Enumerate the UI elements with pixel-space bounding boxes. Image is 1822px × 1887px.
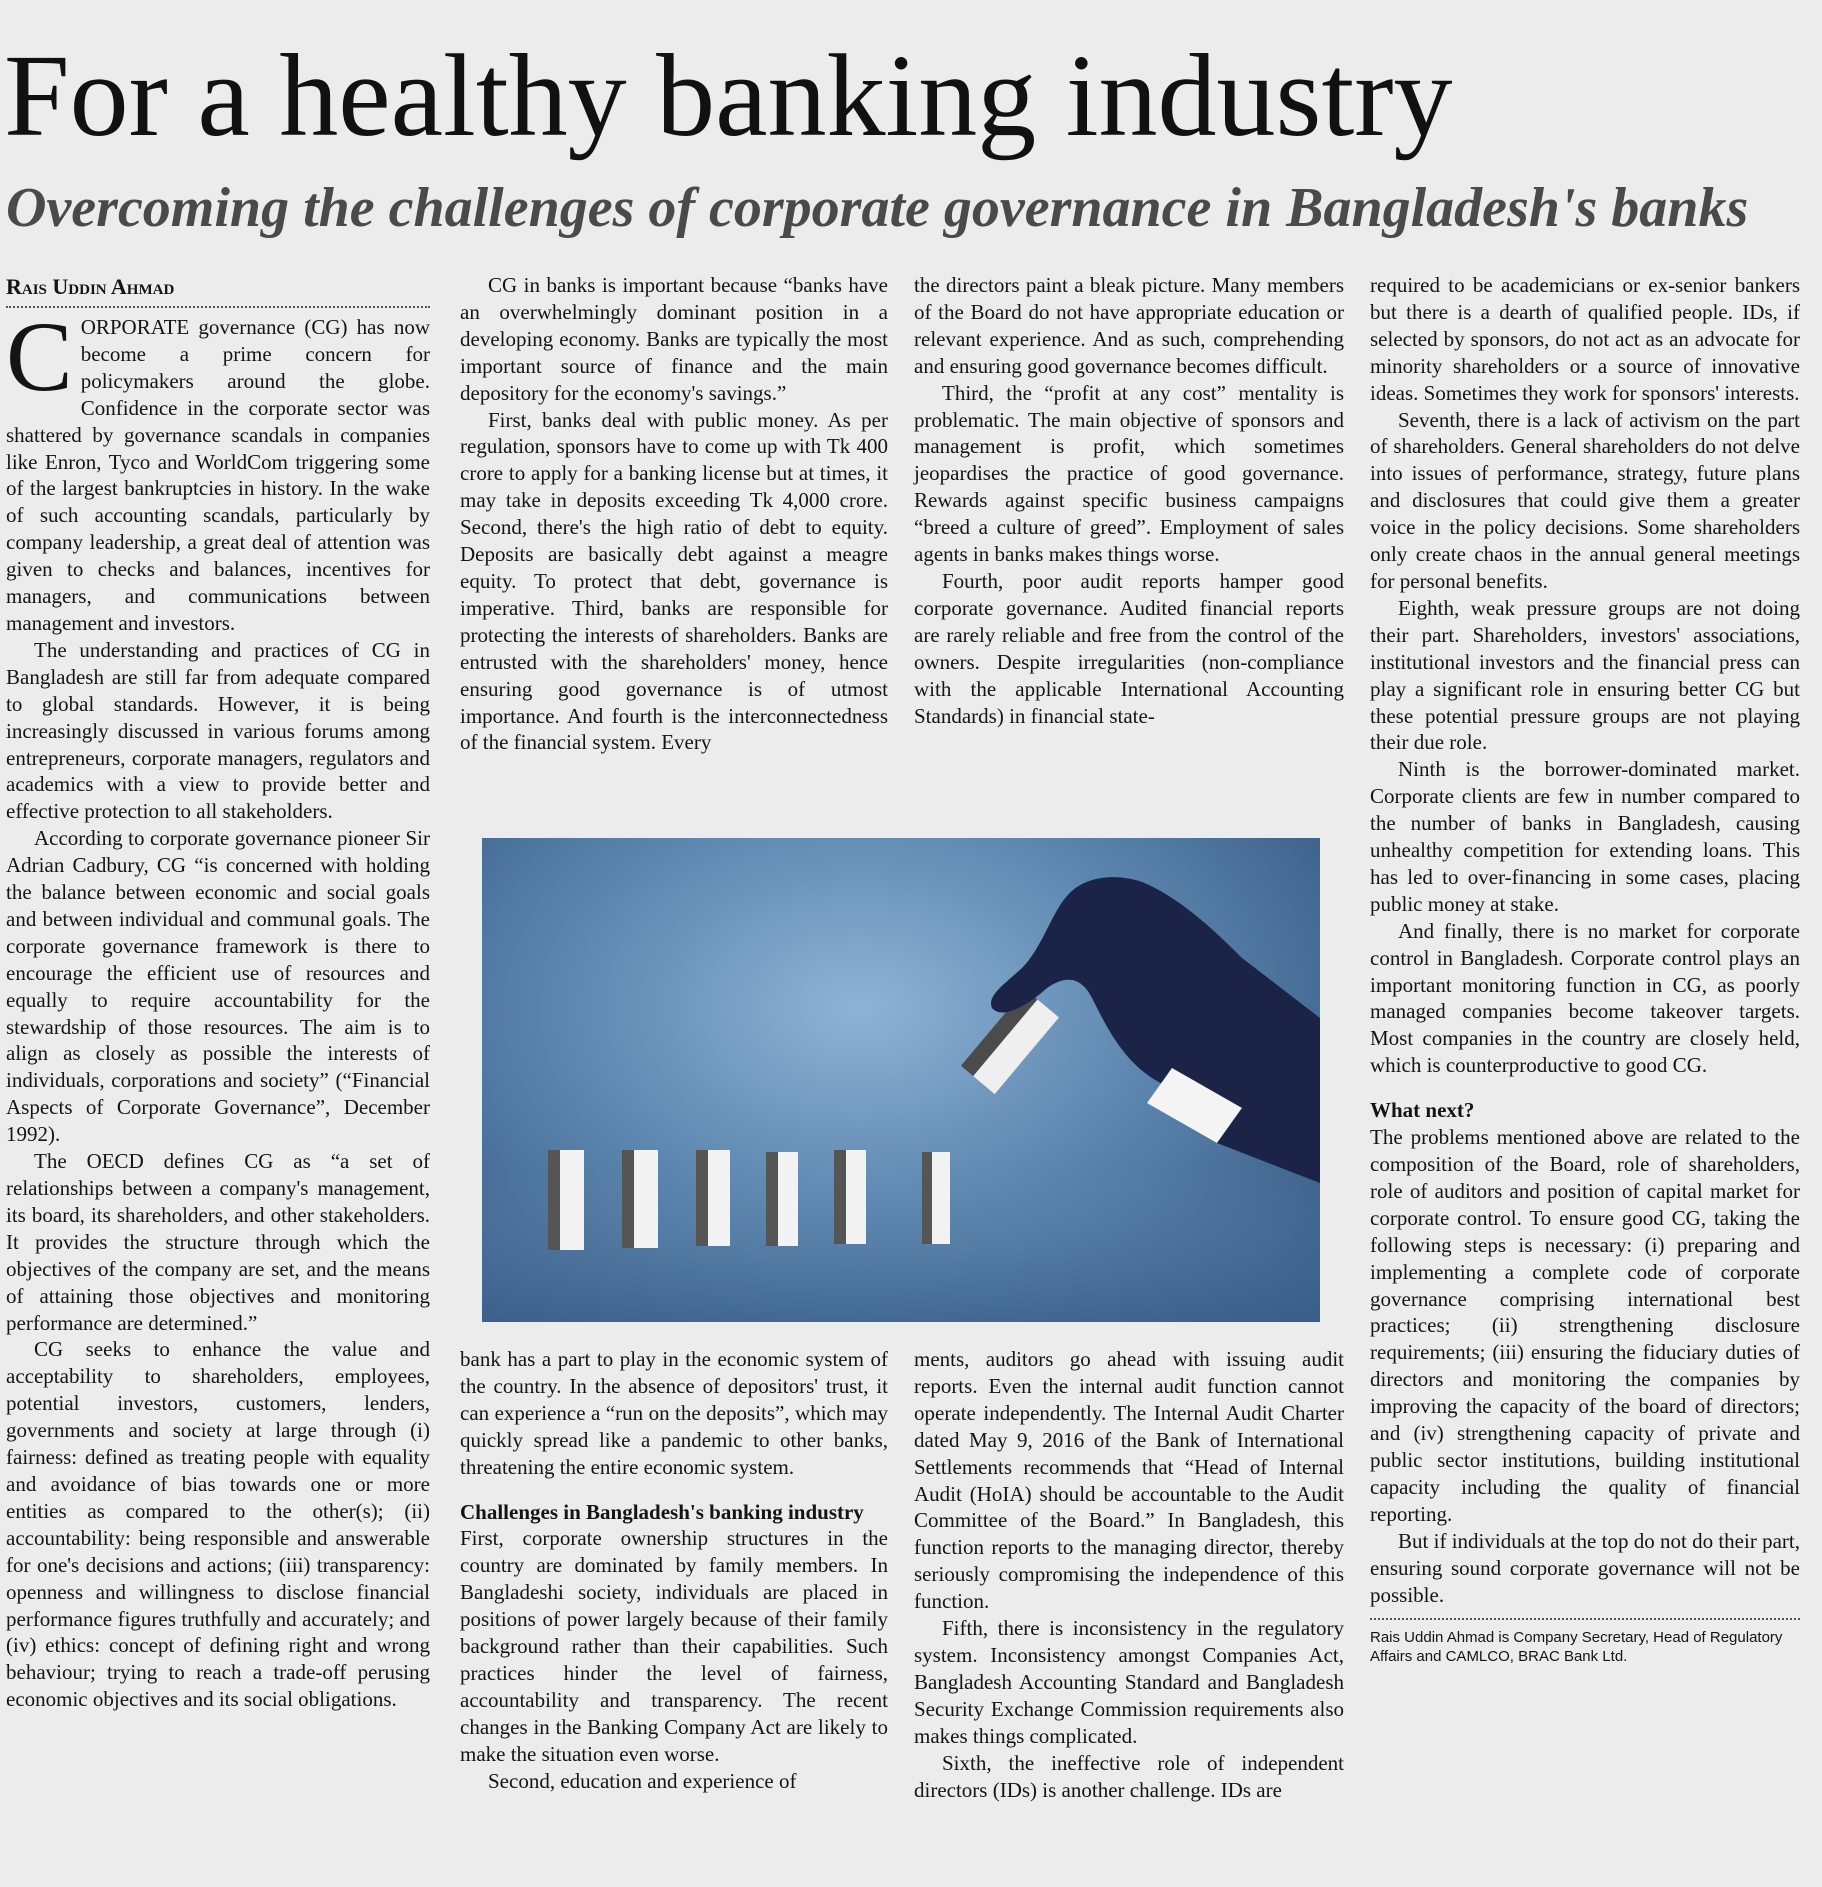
column-3-bottom	[914, 1346, 1344, 1803]
paragraph: The problems mentioned above are related to the composition of the Board, role of shareholders, role of auditors and position of capital market for corporate control. To ensure good CG, taking the following steps is necessary: (i) preparing and implementing a complete code of corporate governance comprising international best practices; (ii) strengthening disclosure requirements; (iii) ensuring the fiduciary duties of directors and monitoring the companies by improving the capacity of the board of directors; and (iv) strengthening capacity of private and public sector institutions, building institutional capacity including the quality of financial reporting.	[1370, 1125, 1800, 1526]
paragraph: The OECD defines CG as “a set of relationships between a company's management, its board, its shareholders, and other stakeholders. It provides the structure through which the objectives of the company are set, and the means of attaining those objectives and monitoring performance are determined.”	[6, 1149, 430, 1335]
paragraph: But if individuals at the top do not do their part, ensuring sound corporate governance will not be possible.	[1370, 1528, 1800, 1607]
paragraph: According to corporate governance pioneer Sir Adrian Cadbury, CG “is concerned with holding the balance between economic and social goals and between individual and communal goals. The corporate governance framework is there to encourage the efficient use of resources and equally to require accountability for the stewardship of those resources. The aim is to align as closely as possible the interests of individuals, corporations and society” (“Financial Aspects of Corporate Governance”, December 1992).	[6, 826, 430, 1147]
paragraph: Eighth, weak pressure groups are not doing their part. Shareholders, investors' associations, institutional investors and the financial press can play a significant role in ensuring better CG but these potential pressure groups are not playing their due role.	[1370, 595, 1800, 755]
paragraph: Sixth, the ineffective role of independent directors (IDs) is another challenge. IDs are	[914, 1750, 1344, 1802]
paragraph: Ninth is the borrower-dominated market. Corporate clients are few in number compared to the number of banks in Bangladesh, causing unhealthy competition for extending loans. This has led to over-financing in some cases, placing public money at stake.	[1370, 757, 1800, 916]
paragraph: required to be academicians or ex-senior bankers but there is a dearth of qualified people. IDs, if selected by sponsors, do not act as an advocate for minority shareholders or a source of innovative ideas. Sometimes they work for sponsors' interests.	[1370, 273, 1800, 405]
subheadline: Overcoming the challenges of corporate governance in Bangladesh's banks	[6, 177, 1749, 239]
paragraph: bank has a part to play in the economic system of the country. In the absence of depositors' trust, it can experience a “run on the deposits”, which may quickly spread like a pandemic to other banks, threatening the entire economic system.	[460, 1347, 888, 1479]
column-1	[6, 272, 430, 1713]
article-photo	[482, 838, 1320, 1322]
lead-text: governance (CG) has now become a prime concern for policymakers around the globe. Confidence in the corporate sector was shattered by governance scandals in companies like Enron, Tyco and WorldCom triggering some of the largest bankruptcies in history. In the wake of such accounting scandals, particularly by company leadership, a great deal of attention was given to checks and balances, incentives for managers, and communications between management and investors.	[6, 315, 430, 635]
paragraph: CG seeks to enhance the value and acceptability to shareholders, employees, potential investors, customers, lenders, governments and society at large through (i) fairness: defined as treating people with equality and avoidance of bias towards one or more entities as compared to the other(s); (ii) accountability: being responsible and answerable for one's decisions and actions; (iii) transparency: openness and willingness to disclose financial performance figures truthfully and accurately; and (iv) ethics: concept of defining right and wrong behaviour; trying to reach a trade-off perusing economic objectives and its social obligations.	[6, 1337, 430, 1712]
paragraph: The understanding and practices of CG in Bangladesh are still far from adequate compared to global standards. However, it is being increasingly discussed in various forums among entrepreneurs, corporate managers, regulators and academics with a view to provide better and effective protection to all stakeholders.	[6, 637, 430, 824]
paragraph: the directors paint a bleak picture. Many members of the Board do not have appropriate education or relevant experience. And as such, comprehending and ensuring good governance becomes difficult.	[914, 273, 1344, 378]
byline: Rais Uddin Ahmad	[6, 272, 430, 308]
drop-cap: C	[6, 301, 73, 412]
column-2-bottom	[460, 1346, 888, 1795]
paragraph: First, corporate ownership structures in the country are dominated by family members. In Bangladeshi society, individuals are placed in positions of power largely because of their family background rather than their capabilities. Such practices hinder the level of fairness, accountability and transparency. The recent changes in the Banking Company Act are likely to make the situation even worse.	[460, 1526, 888, 1766]
column-3-top	[914, 272, 1344, 729]
paragraph: CG in banks is important because “banks have an overwhelmingly dominant position in a developing economy. Banks are typically the most important source of finance and the main depository for the economy's savings.”	[460, 273, 888, 405]
lead-paragraph	[6, 301, 430, 637]
headline: For a healthy banking industry	[4, 30, 1453, 161]
column-2-top	[460, 272, 888, 756]
author-bio: Rais Uddin Ahmad is Company Secretary, Head of Regulatory Affairs and CAMLCO, BRAC Bank Ltd.	[1370, 1618, 1800, 1666]
paragraph: And finally, there is no market for corporate control in Bangladesh. Corporate control plays an important monitoring function in CG, as poorly managed companies become takeover targets. Most companies in the country are closely held, which is counterproductive to good CG.	[1370, 918, 1800, 1078]
paragraph: Seventh, there is a lack of activism on the part of shareholders. General shareholders do not delve into issues of performance, strategy, future plans and disclosures that could give them a greater voice in the policy decisions. Some shareholders only create chaos in the annual general meetings for personal benefits.	[1370, 407, 1800, 593]
section-heading-challenges: Challenges in Bangladesh's banking industry	[460, 1499, 864, 1524]
paragraph: Third, the “profit at any cost” mentality is problematic. The main objective of sponsors and management is profit, which sometimes jeopardises the practice of good governance. Rewards against specific business campaigns “breed a culture of greed”. Employment of sales agents in banks makes things worse.	[914, 380, 1344, 567]
paragraph: First, banks deal with public money. As per regulation, sponsors have to come up with Tk 400 crore to apply for a banking license but at times, it may take in deposits exceeding Tk 4,000 crore. Second, there's the high ratio of debt to equity. Deposits are basically debt against a meagre equity. To protect that debt, governance is imperative. Third, banks are responsible for protecting the interests of shareholders. Banks are entrusted with the shareholders' money, hence ensuring good governance is of utmost importance. And fourth is the interconnectedness of the financial system. Every	[460, 407, 888, 755]
paragraph: Fifth, there is inconsistency in the regulatory system. Inconsistency amongst Companies Act, Bangladesh Accounting Standard and Bangladesh Security Exchange Commission requirements also makes things complicated.	[914, 1616, 1344, 1748]
paragraph: ments, auditors go ahead with issuing audit reports. Even the internal audit function cannot operate independently. The Internal Audit Charter dated May 9, 2016 of the Bank of International Settlements recommends that “Head of Internal Audit (HoIA) should be accountable to the Audit Committee of the Board.” In Bangladesh, this function reports to the managing director, thereby seriously compromising the independence of this function.	[914, 1347, 1344, 1614]
hand-removing-domino-icon	[482, 838, 1320, 1322]
paragraph: Second, education and experience of	[488, 1768, 797, 1793]
column-4	[1370, 272, 1800, 1666]
section-heading-what-next: What next?	[1370, 1098, 1475, 1123]
paragraph: Fourth, poor audit reports hamper good corporate governance. Audited financial reports are rarely reliable and free from the control of the owners. Despite irregularities (non-compliance with the applicable International Accounting Standards) in financial state-	[914, 568, 1344, 728]
lead-caps: ORPORATE	[80, 315, 190, 339]
